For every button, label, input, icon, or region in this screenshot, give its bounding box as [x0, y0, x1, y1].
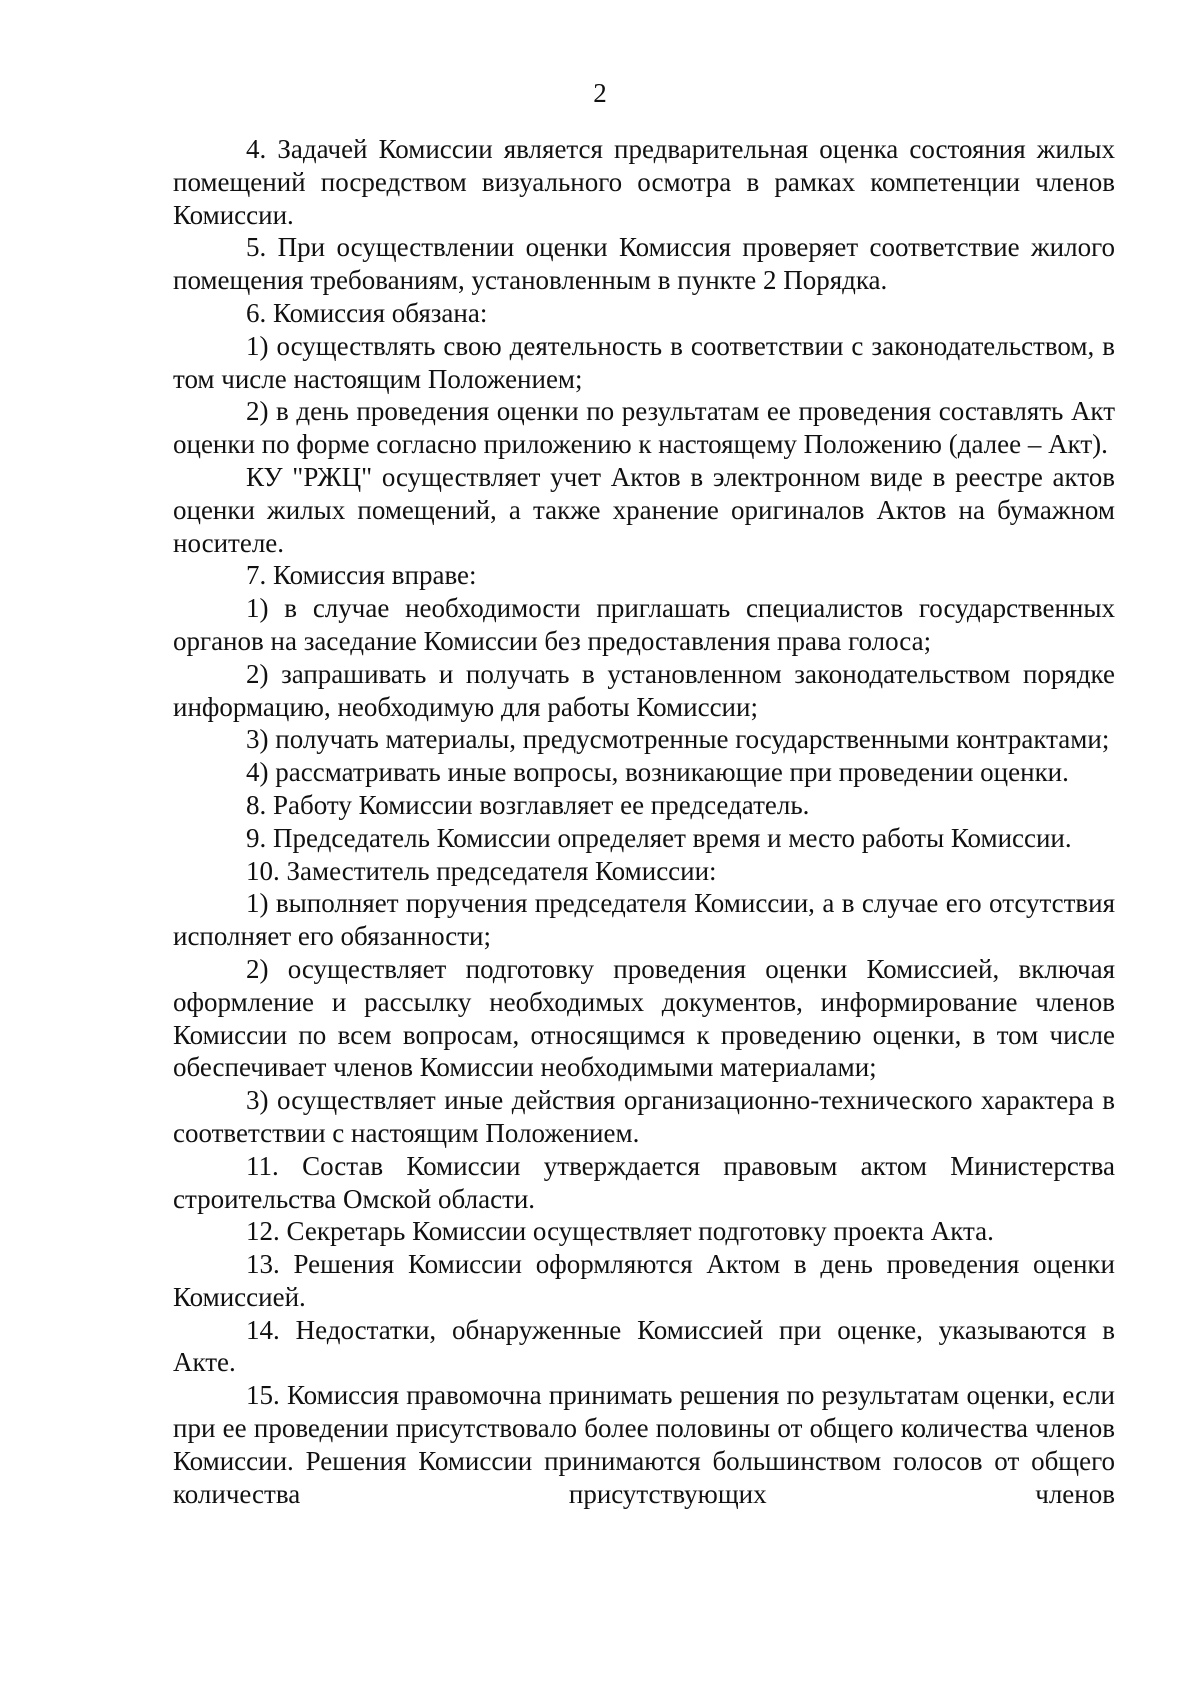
paragraph-14: 14. Недостатки, обнаруженные Комиссией при оценке, указываются в Акте.	[173, 1314, 1115, 1378]
paragraph-10-item-2: 2) осуществляет подготовку проведения оценки Комиссией, включая оформление и рассылку необходимых документов, информирование членов Комиссии по всем вопросам, относящимся к проведению оценки, в том числе обеспечивает членов Комиссии необходимыми материалами;	[173, 953, 1115, 1083]
paragraph-10-item-1: 1) выполняет поручения председателя Комиссии, а в случае его отсутствия исполняет его обязанности;	[173, 888, 1115, 952]
paragraph-7: 7. Комиссия вправе:	[246, 560, 477, 591]
paragraph-11: 11. Состав Комиссии утверждается правовым актом Министерства строительства Омской области.	[173, 1150, 1115, 1214]
paragraph-4: 4. Задачей Комиссии является предварительная оценка состояния жилых помещений посредством визуального осмотра в рамках компетенции членов Комиссии.	[173, 134, 1115, 230]
paragraph-15: 15. Комиссия правомочна принимать решения по результатам оценки, если при ее проведении присутствовало более половины от общего количества членов Комиссии. Решения Комиссии принимаются большинством голосов от общего количества присутствующих членов	[173, 1380, 1115, 1509]
paragraph-10: 10. Заместитель председателя Комиссии:	[246, 855, 717, 886]
paragraph-8: 8. Работу Комиссии возглавляет ее председатель.	[246, 789, 810, 820]
paragraph-6-item-2: 2) в день проведения оценки по результатам ее проведения составлять Акт оценки по форме согласно приложению к настоящему Положению (далее – Акт).	[173, 396, 1115, 460]
paragraph-7-item-3: 3) получать материалы, предусмотренные государственными контрактами;	[246, 724, 1110, 755]
paragraph-6-item-1: 1) осуществлять свою деятельность в соответствии с законодательством, в том числе настоящим Положением;	[173, 330, 1115, 394]
paragraph-9: 9. Председатель Комиссии определяет время и место работы Комиссии.	[246, 822, 1072, 853]
paragraph-ku-rzhc: КУ "РЖЦ" осуществляет учет Актов в электронном виде в реестре актов оценки жилых помещений, а также хранение оригиналов Актов на бумажном носителе.	[173, 461, 1115, 558]
paragraph-10-item-3: 3) осуществляет иные действия организационно-технического характера в соответствии с настоящим Положением.	[173, 1085, 1115, 1148]
document-body	[173, 133, 1115, 1510]
paragraph-7-item-1: 1) в случае необходимости приглашать специалистов государственных органов на заседание Комиссии без предоставления права голоса;	[173, 593, 1115, 656]
paragraph-7-item-4: 4) рассматривать иные вопросы, возникающие при проведении оценки.	[246, 757, 1069, 788]
paragraph-6: 6. Комиссия обязана:	[246, 297, 488, 328]
paragraph-12: 12. Секретарь Комиссии осуществляет подготовку проекта Акта.	[246, 1216, 994, 1247]
page-number: 2	[593, 78, 607, 108]
paragraph-7-item-2: 2) запрашивать и получать в установленном законодательством порядке информацию, необходимую для работы Комиссии;	[173, 658, 1115, 722]
paragraph-5: 5. При осуществлении оценки Комиссия проверяет соответствие жилого помещения требованиям, установленным в пункте 2 Порядка.	[173, 232, 1115, 296]
paragraph-13: 13. Решения Комиссии оформляются Актом в день проведения оценки Комиссией.	[173, 1249, 1115, 1312]
